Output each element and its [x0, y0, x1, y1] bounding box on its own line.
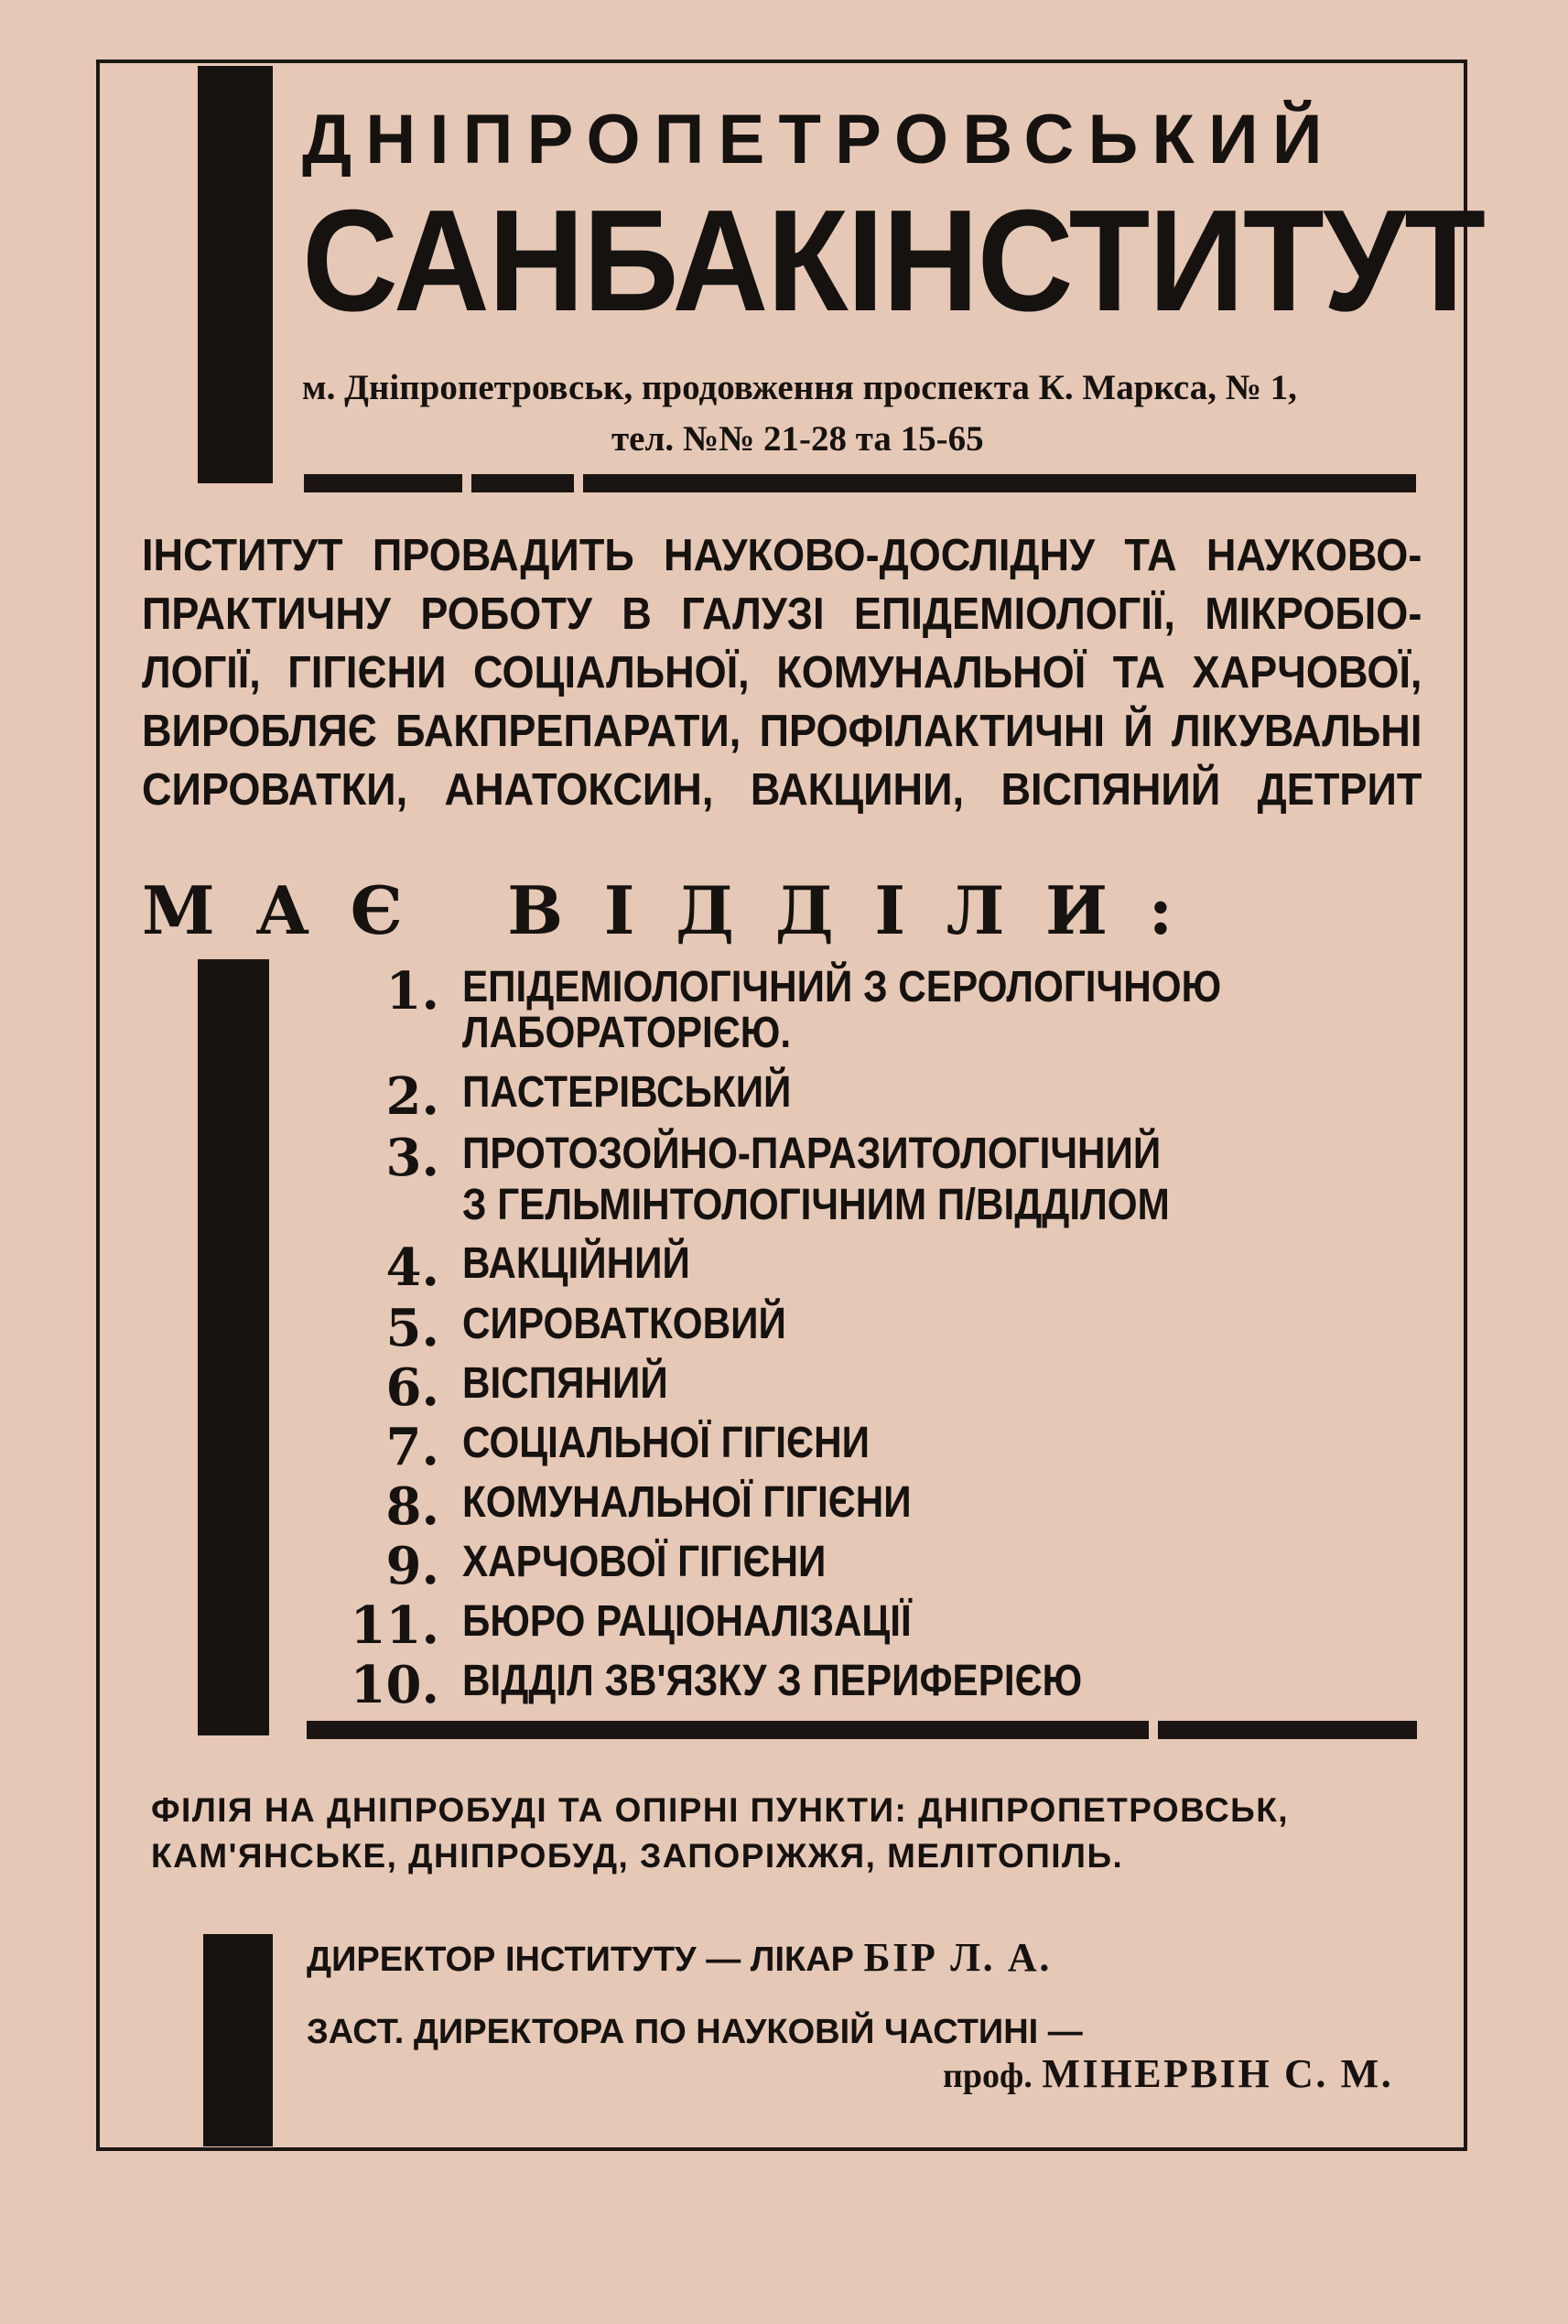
department-number: 2. — [385, 1066, 439, 1127]
header-divider — [304, 474, 1416, 492]
department-number: 4. — [385, 1238, 439, 1298]
department-item — [302, 1417, 1400, 1477]
description-line: ВИРОБЛЯЄ БАКПРЕПАРАТИ, ПРОФІЛАКТИЧНІ Й ЛІКУВАЛЬНІ — [142, 707, 1422, 756]
department-name: ХАРЧОВОЇ ГІГІЄНИ — [462, 1538, 827, 1586]
description-line: ІНСТИТУТ ПРОВАДИТЬ НАУКОВО-ДОСЛІДНУ ТА НАУКОВО- — [142, 531, 1422, 580]
department-name: КОМУНАЛЬНОЇ ГІГІЄНИ — [462, 1478, 912, 1527]
department-number: 3. — [385, 1128, 439, 1188]
deputy-line — [943, 2050, 1393, 2099]
description-line: ПРАКТИЧНУ РОБОТУ В ГАЛУЗІ ЕПІДЕМІОЛОГІЇ, МІКРОБІО- — [142, 589, 1422, 639]
department-number: 8. — [385, 1476, 439, 1537]
city-heading: ДНІПРОПЕТРОВСЬКИЙ — [302, 101, 1336, 178]
header-vertical-bar — [198, 66, 273, 483]
department-item — [302, 1536, 1400, 1596]
department-item — [302, 1655, 1400, 1715]
department-number: 6. — [385, 1357, 439, 1418]
deputy-title: проф. — [943, 2057, 1033, 2095]
department-name: ПРОТОЗОЙНО-ПАРАЗИТОЛОГІЧНИЙ — [462, 1130, 1162, 1178]
director-label: ДИРЕКТОР ІНСТИТУТУ — ЛІКАР — [307, 1940, 854, 1979]
department-name: СИРОВАТКОВИЙ — [462, 1300, 786, 1348]
departments-vertical-bar — [198, 959, 269, 1735]
department-number: 1. — [385, 961, 439, 1021]
departments-divider — [307, 1721, 1417, 1739]
department-name: ВІСПЯНИЙ — [462, 1359, 668, 1408]
branches-line: КАМ'ЯНСЬКЕ, ДНІПРОБУД, ЗАПОРІЖЖЯ, МЕЛІТОПІЛЬ. — [151, 1837, 1124, 1875]
department-number: 10. — [350, 1655, 439, 1715]
description-line: СИРОВАТКИ, АНАТОКСИН, ВАКЦИНИ, ВІСПЯНИЙ ДЕТРИТ — [142, 765, 1422, 815]
address-line: м. Дніпропетровськ, продовження проспекта К. Маркса, № 1, — [302, 368, 1297, 407]
department-item-continued — [302, 1179, 1400, 1234]
institute-description — [142, 526, 1422, 819]
department-item — [302, 1357, 1400, 1418]
department-item — [302, 1238, 1400, 1298]
deputy-label: ЗАСТ. ДИРЕКТОРА ПО НАУКОВІЙ ЧАСТИНІ — — [307, 2013, 1083, 2051]
department-number: 5. — [385, 1298, 439, 1358]
department-item — [302, 1066, 1400, 1127]
department-item — [302, 1128, 1400, 1188]
description-line: ЛОГІЇ, ГІГІЄНИ СОЦІАЛЬНОЇ, КОМУНАЛЬНОЇ ТА ХАРЧОВОЇ, — [142, 648, 1422, 697]
staff-vertical-bar — [203, 1934, 273, 2146]
department-number: 9. — [385, 1536, 439, 1596]
department-item — [302, 1298, 1400, 1358]
department-name: СОЦІАЛЬНОЇ ГІГІЄНИ — [462, 1419, 870, 1467]
department-number: 7. — [385, 1417, 439, 1477]
department-item-continued — [302, 1007, 1400, 1062]
department-name: ЕПІДЕМІОЛОГІЧНИЙ З СЕРОЛОГІЧНОЮ — [462, 963, 1222, 1011]
department-item — [302, 1476, 1400, 1537]
institute-title: САНБАКІНСТИТУТ — [302, 180, 1485, 341]
department-name: З ГЕЛЬМІНТОЛОГІЧНИМ П/ВІДДІЛОМ — [462, 1181, 1170, 1229]
department-name: ЛАБОРАТОРІЄЮ. — [462, 1009, 792, 1057]
department-item — [302, 1595, 1400, 1656]
director-line — [307, 1934, 1052, 1983]
director-name: БІР Л. А. — [863, 1935, 1052, 1980]
phone-line: тел. №№ 21-28 та 15-65 — [611, 419, 984, 459]
department-name: ВАКЦІЙНИЙ — [462, 1239, 690, 1288]
department-name: ПАСТЕРІВСЬКИЙ — [462, 1068, 792, 1117]
department-name: ВІДДІЛ ЗВ'ЯЗКУ З ПЕРИФЕРІЄЮ — [462, 1657, 1083, 1705]
deputy-name: МІНЕРВІН С. М. — [1042, 2051, 1394, 2096]
department-number: 11. — [350, 1595, 439, 1656]
branches-line: ФІЛІЯ НА ДНІПРОБУДІ ТА ОПІРНІ ПУНКТИ: ДНІПРОПЕТРОВСЬК, — [151, 1791, 1290, 1829]
department-name: БЮРО РАЦІОНАЛІЗАЦІЇ — [462, 1597, 912, 1646]
departments-heading: МАЄ ВІДДІЛИ: — [142, 871, 1214, 949]
